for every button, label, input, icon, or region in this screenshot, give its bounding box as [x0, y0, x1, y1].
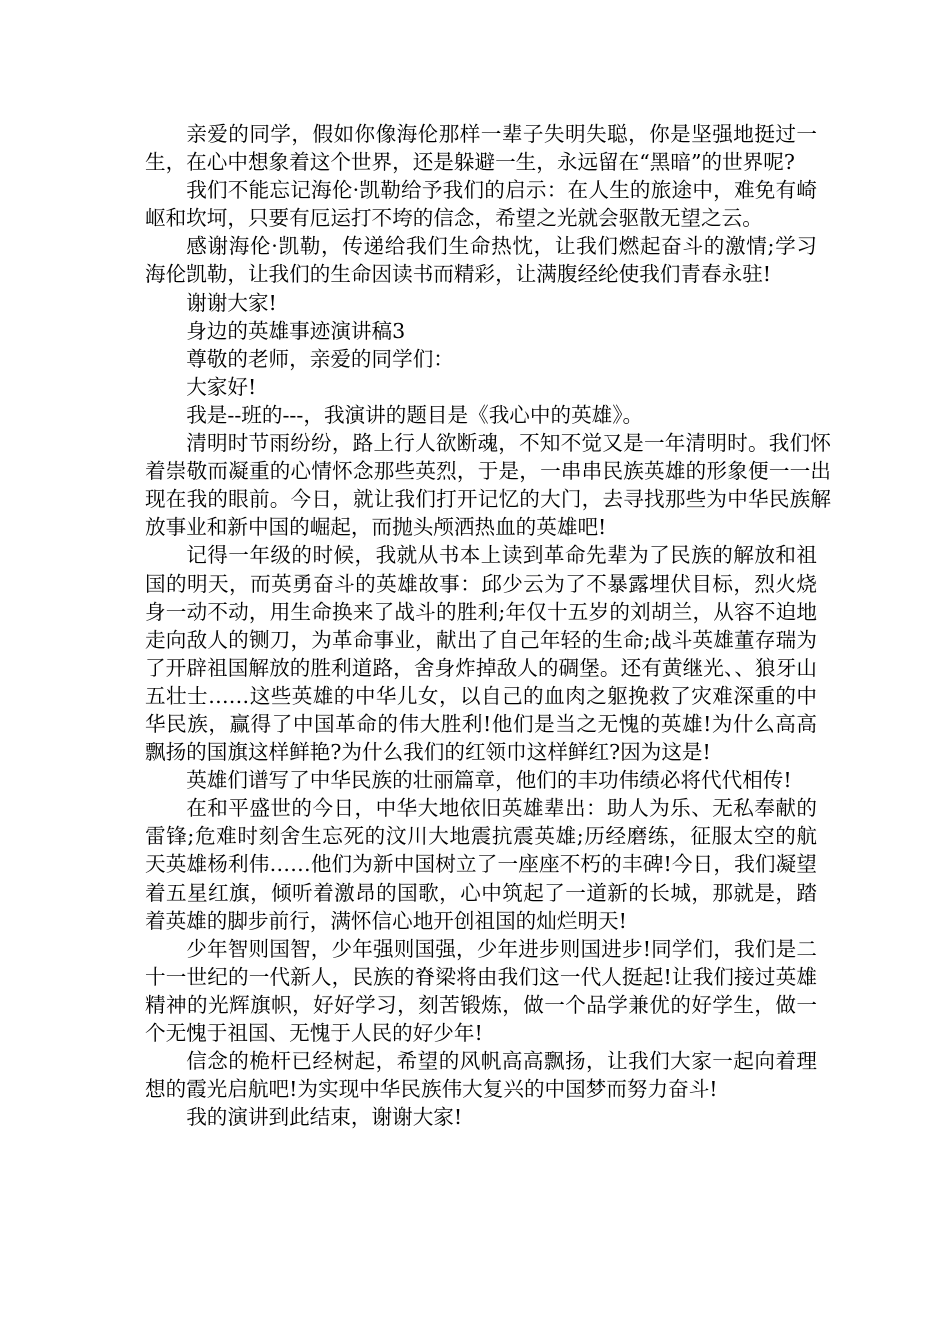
greeting: 大家好! — [186, 374, 257, 399]
paragraph-11: 英雄们谱写了中华民族的壮丽篇章，他们的丰功伟绩必将代代相传! — [186, 768, 792, 793]
document-body — [145, 120, 831, 1131]
paragraph-4: 谢谢大家! — [186, 290, 277, 315]
paragraph-14: 信念的桅杆已经树起，希望的风帆高高飘扬，让我们大家一起向着理想的霞光启航吧!为实现中华民族伟大复兴的中国梦而努力奋斗! — [145, 1049, 817, 1102]
salutation: 尊敬的老师，亲爱的同学们： — [186, 346, 454, 371]
paragraph-12: 在和平盛世的今日，中华大地依旧英雄辈出：助人为乐、无私奉献的雷锋;危难时刻舍生忘死的汶川大地震抗震英雄;历经磨练，征服太空的航天英雄杨利伟……他们为新中国树立了一座座不朽的丰碑!今日，我们凝望着五星红旗，倾听着激昂的国歌，心中筑起了一道新的长城，那就是，踏着英雄的脚步前行，满怀信心地开创祖国的灿烂明天! — [145, 796, 817, 933]
closing-line: 我的演讲到此结束，谢谢大家! — [186, 1105, 463, 1130]
paragraph-13: 少年智则国智，少年强则国强，少年进步则国进步!同学们，我们是二十一世纪的一代新人，民族的脊梁将由我们这一代人挺起!让我们接过英雄精神的光辉旗帜，好好学习，刻苦锻炼，做一个品学兼优的好学生，做一个无愧于祖国、无愧于人民的好少年! — [145, 936, 817, 1045]
paragraph-3: 感谢海伦·凯勒，传递给我们生命热忱，让我们燃起奋斗的激情;学习海伦凯勒，让我们的生命因读书而精彩，让满腹经纶使我们青春永驻! — [145, 234, 817, 287]
paragraph-2: 我们不能忘记海伦·凯勒给予我们的启示：在人生的旅途中，难免有崎岖和坎坷，只要有厄运打不垮的信念，希望之光就会驱散无望之云。 — [145, 178, 817, 231]
paragraph-1: 亲爱的同学，假如你像海伦那样一辈子失明失聪，你是坚强地挺过一生，在心中想象着这个世界，还是躲避一生，永远留在“黑暗”的世界呢? — [145, 122, 817, 175]
paragraph-10: 记得一年级的时候，我就从书本上读到革命先辈为了民族的解放和祖国的明天，而英勇奋斗的英雄故事：邱少云为了不暴露埋伏目标，烈火烧身一动不动，用生命换来了战斗的胜利;年仅十五岁的刘胡兰，从容不迫地走向敌人的铡刀，为革命事业，献出了自己年轻的生命;战斗英雄董存瑞为了开辟祖国解放的胜利道路，舍身炸掉敌人的碉堡。还有黄继光、、狼牙山五壮士……这些英雄的中华儿女，以自己的血肉之躯挽救了灾难深重的中华民族，赢得了中国革命的伟大胜利!他们是当之无愧的英雄!为什么高高飘扬的国旗这样鲜艳?为什么我们的红领巾这样鲜红?因为这是! — [145, 543, 817, 765]
section-heading: 身边的英雄事迹演讲稿3 — [186, 318, 406, 343]
paragraph-9: 清明时节雨纷纷，路上行人欲断魂，不知不觉又是一年清明时。我们怀着崇敬而凝重的心情怀念那些英烈，于是，一串串民族英雄的形象便一一出现在我的眼前。今日，就让我们打开记忆的大门，去寻找那些为中华民族解放事业和新中国的崛起，而抛头颅洒热血的英雄吧! — [145, 431, 831, 540]
speech-title-line: 我是--班的---，我演讲的题目是《我心中的英雄》。 — [186, 402, 644, 427]
